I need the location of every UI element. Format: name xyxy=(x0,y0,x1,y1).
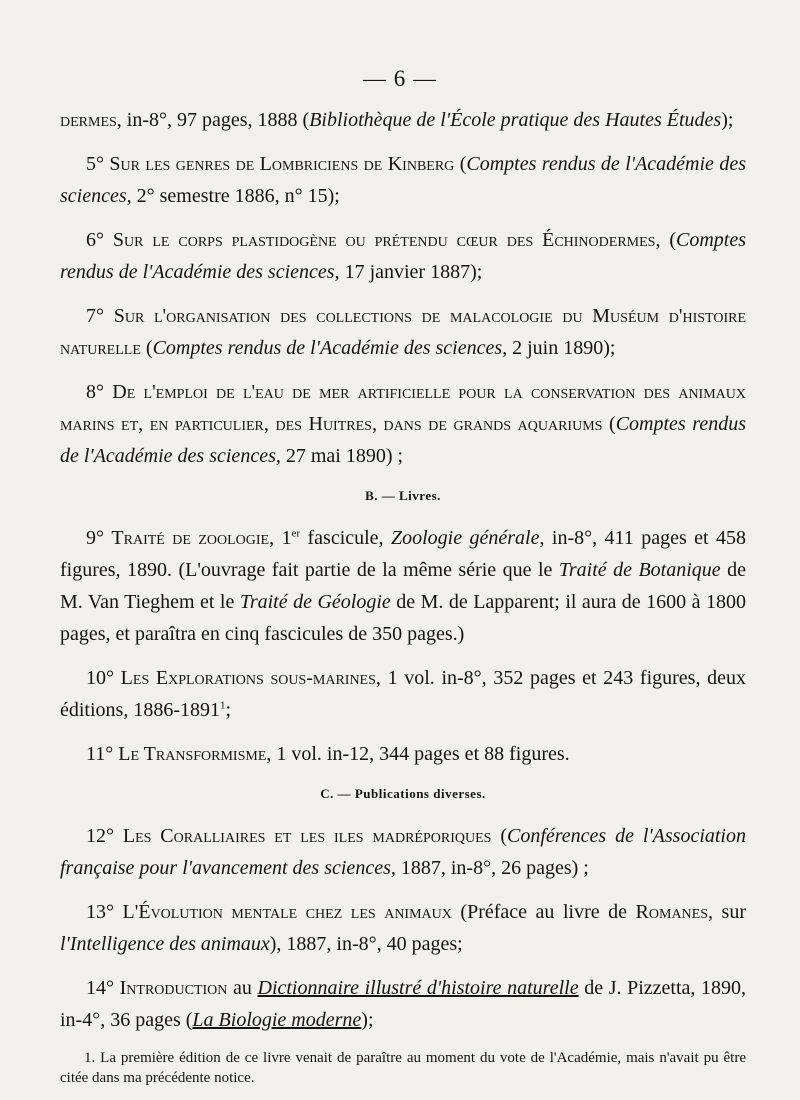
entry-title: dermes xyxy=(60,109,117,131)
entry-number: 5° xyxy=(86,153,110,175)
entry-citation: Comptes rendus de l'Académie des sciences, xyxy=(60,229,747,283)
entry-title: Sur l'organisation des collections de malacologie du Muséum d'histoire naturelle xyxy=(60,305,747,359)
entry-5: 5° Sur les genres de Lombriciens de Kinberg (Comptes rendus de l'Académie des sciences, 2° semestre 1886, n° 15); xyxy=(60,153,746,207)
entry-10: 10° Les Explorations sous-marines, 1 vol. in-8°, 352 pages et 243 figures, deux éditions, 1886-1891$^1$; xyxy=(60,667,747,721)
entry-title: Les Explorations sous-marines, xyxy=(120,667,381,689)
entry-number: 6° xyxy=(86,229,113,251)
entry-title: De l'emploi de l'eau de mer artificielle pour la conservation des animaux marins et, en particulier, des Huitres, dans de grands aquariums xyxy=(60,381,747,435)
entry-13: 13° L'Évolution mentale chez les animaux (Préface au livre de Romanes, sur l'Intelligence des animaux), 1887, in-8°, 40 pages; xyxy=(60,901,746,955)
entry-title: Sur les genres de Lombriciens de Kinberg xyxy=(109,153,455,175)
entry-12: 12° Les Coralliaires et les iles madréporiques (Conférences de l'Association française pour l'avancement des sciences, 1887, in-8°, 26 pages) ; xyxy=(60,825,746,879)
entry-number: 12° xyxy=(86,825,123,847)
entry-7: 7° Sur l'organisation des collections de malacologie du Muséum d'histoire naturelle (Comptes rendus de l'Académie des sciences, 2 juin 1890); xyxy=(60,305,747,359)
entry-11: 11° Le Transformisme, 1 vol. in-12, 344 pages et 88 figures. xyxy=(60,738,746,770)
entry-number: 7° xyxy=(86,305,114,327)
page-number: — 6 — xyxy=(363,66,437,91)
entry-9: 9° Traité de zoologie, 1er fascicule, Zoologie générale, in-8°, 411 pages et 458 figures, 1890. (L'ouvrage fait partie de la même série que le Traité de Botanique de M. Van Tieghem et le Traité de Géologie de M. de Lapparent; il aura de 1600 à 1800 pages, et paraîtra en cinq fascicules de 350 pages.) xyxy=(60,527,746,645)
entry-continued: dermes, in-8°, 97 pages, 1888 (Bibliothèque de l'École pratique des Hautes Études); xyxy=(60,109,734,131)
footnote: 1. La première édition de ce livre venait de paraître au moment du vote de l'Académie, mais n'avait pu être citée dans ma précédente notice. xyxy=(60,1050,746,1086)
entry-citation: Comptes rendus de l'Académie des sciences, xyxy=(152,337,508,359)
entry-title: Introduction xyxy=(119,977,228,999)
entry-title: Sur le corps plastidogène ou prétendu cœur des Échinodermes, xyxy=(112,229,661,251)
entry-citation: Bibliothèque de l'École pratique des Hautes Études xyxy=(309,109,722,131)
entry-number: 8° xyxy=(86,381,113,403)
entry-number: 14° xyxy=(86,977,120,999)
entry-number: 11° xyxy=(86,743,119,765)
entry-citation: Conférences de l'Association française pour l'avancement des sciences, xyxy=(60,825,746,879)
entry-citation: Comptes rendus de l'Académie des sciences, xyxy=(60,153,746,207)
entry-number: 10° xyxy=(86,667,121,689)
entry-title: Les Coralliaires et les iles madréporiques xyxy=(122,825,492,847)
entry-citation: Comptes rendus de l'Académie des sciences, xyxy=(60,413,746,467)
entry-number: 13° xyxy=(86,901,123,923)
entry-14: 14° Introduction au Dictionnaire illustré d'histoire naturelle de J. Pizzetta, 1890, in-4°, 36 pages (La Biologie moderne); xyxy=(60,977,747,1031)
entry-8: 8° De l'emploi de l'eau de mer artificielle pour la conservation des animaux marins et, en particulier, des Huitres, dans de grands aquariums (Comptes rendus de l'Académie des sciences, 27 mai 1890) ; xyxy=(60,381,747,467)
document-body xyxy=(60,104,746,1100)
section-heading-books: B. — Livres. xyxy=(365,488,441,503)
footnote-ref: 1 xyxy=(220,699,226,712)
entry-title: Traité de zoologie, xyxy=(111,527,275,549)
entry-title: Le Transformisme, xyxy=(118,743,272,765)
entry-number: 9° xyxy=(86,527,112,549)
entry-6: 6° Sur le corps plastidogène ou prétendu cœur des Échinodermes, (Comptes rendus de l'Académie des sciences, 17 janvier 1887); xyxy=(60,229,747,283)
section-heading-publications: C. — Publications diverses. xyxy=(320,786,486,801)
entry-title: L'Évolution mentale chez les animaux xyxy=(122,901,452,923)
